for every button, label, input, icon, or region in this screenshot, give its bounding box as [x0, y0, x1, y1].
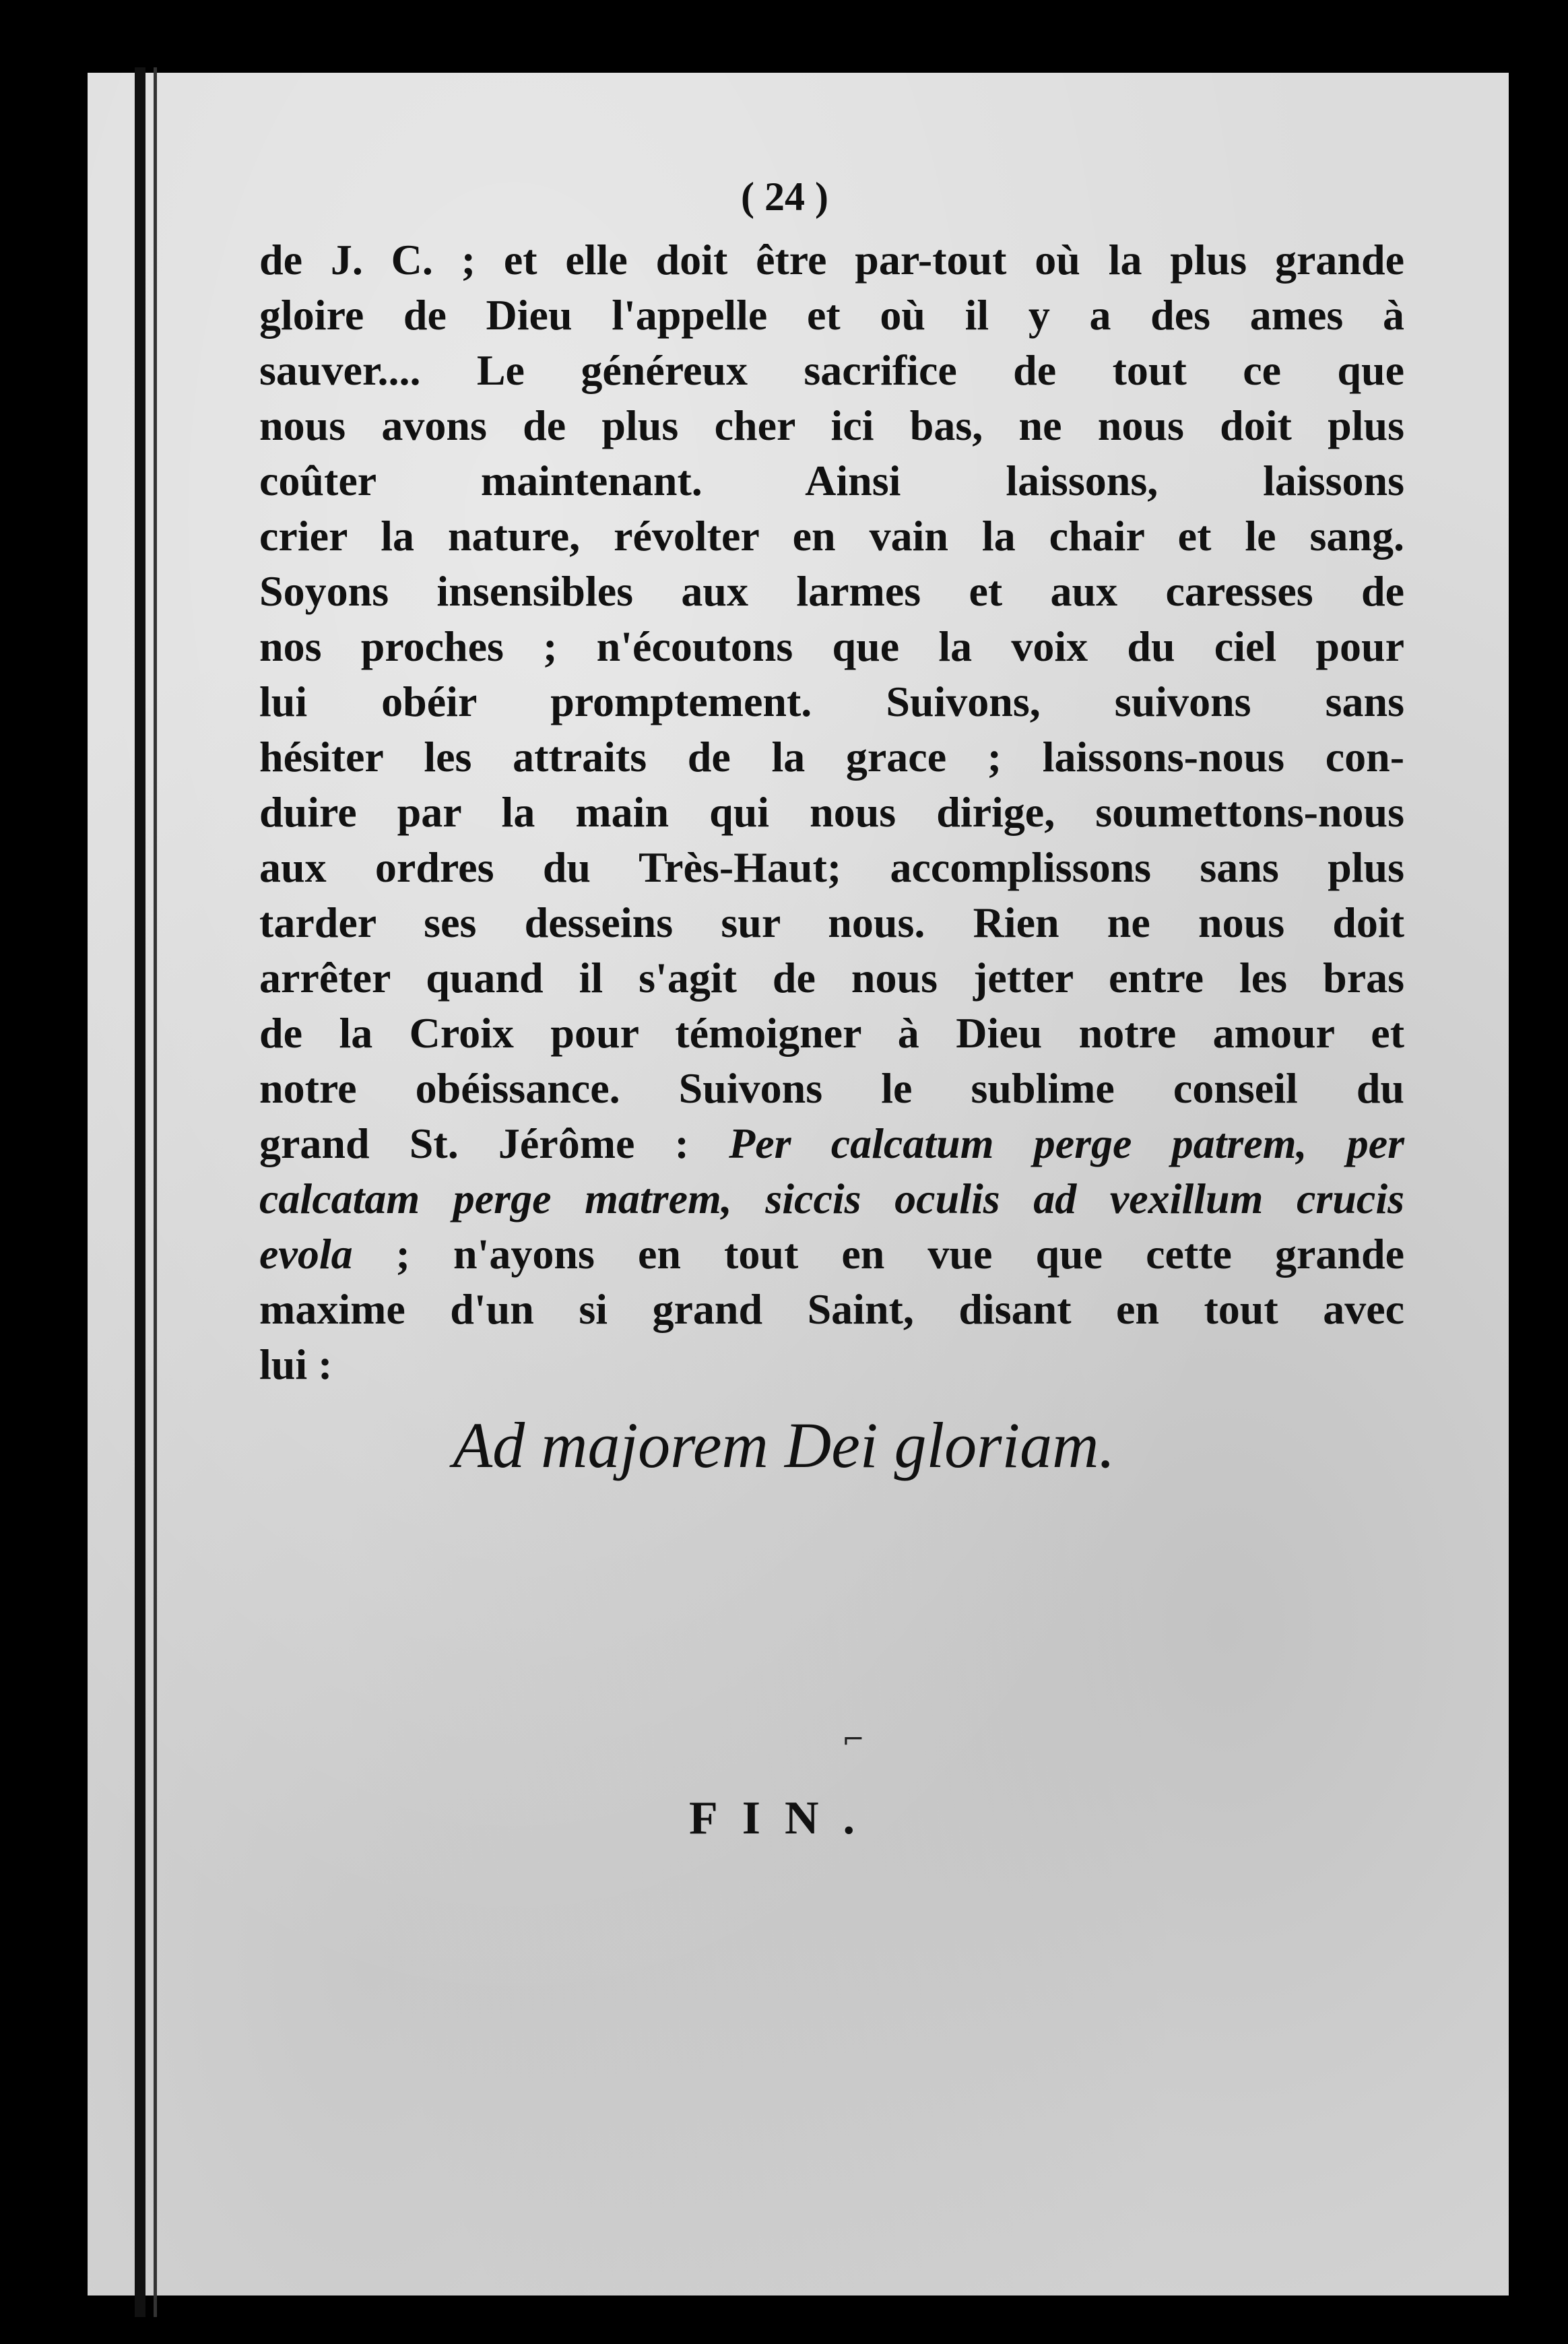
text-segment: gloire de Dieu l'appelle et où il y a des ames à — [259, 291, 1404, 339]
binding-edge-inner — [154, 67, 157, 2317]
text-line — [259, 343, 1404, 398]
text-line — [259, 1282, 1404, 1337]
text-line — [259, 674, 1404, 729]
text-segment: duire par la main qui nous dirige, soumettons-nous — [259, 788, 1404, 836]
text-line — [259, 1006, 1404, 1061]
text-segment: grand St. Jérôme : — [259, 1119, 729, 1167]
text-line — [259, 288, 1404, 343]
ornament-mark: ⌐ — [842, 1724, 865, 1755]
text-line — [259, 564, 1404, 619]
text-segment: lui : — [259, 1340, 333, 1388]
binding-edge — [135, 67, 145, 2317]
page-number: ( 24 ) — [741, 174, 828, 219]
text-segment: de la Croix pour témoigner à Dieu notre amour et — [259, 1009, 1404, 1057]
fin-label: FIN. — [688, 1792, 880, 1844]
text-segment: aux ordres du Très-Haut; accomplissons sans plus — [259, 843, 1404, 891]
text-line — [259, 729, 1404, 785]
text-line — [259, 398, 1404, 453]
text-segment: ; n'ayons en tout en vue que cette grande — [352, 1230, 1404, 1278]
text-segment: nous avons de plus cher ici bas, ne nous doit plus — [259, 401, 1404, 449]
text-line — [259, 950, 1404, 1006]
text-line — [259, 453, 1404, 509]
text-line — [259, 1227, 1404, 1282]
text-segment: arrêter quand il s'agit de nous jetter entre les bras — [259, 954, 1404, 1002]
text-segment: Soyons insensibles aux larmes et aux caresses de — [259, 567, 1404, 615]
text-segment: tarder ses desseins sur nous. Rien ne nous doit — [259, 899, 1404, 946]
text-segment: maxime d'un si grand Saint, disant en tout avec — [259, 1285, 1404, 1333]
text-line — [259, 1116, 1404, 1171]
text-segment: hésiter les attraits de la grace ; laissons-nous con- — [259, 733, 1404, 781]
text-line — [259, 1337, 1404, 1392]
text-line — [259, 895, 1404, 950]
text-line — [259, 509, 1404, 564]
text-segment: notre obéissance. Suivons le sublime conseil du — [259, 1064, 1404, 1112]
latin-quote-segment: Per calcatum perge patrem, per — [729, 1119, 1404, 1167]
latin-quote-segment: evola — [259, 1230, 353, 1278]
text-line — [259, 232, 1404, 288]
closing-motto: Ad majorem Dei gloriam. — [453, 1409, 1115, 1481]
text-segment: coûter maintenant. Ainsi laissons, laissons — [259, 457, 1404, 504]
latin-quote-segment: calcatam perge matrem, siccis oculis ad vexillum crucis — [259, 1175, 1404, 1223]
text-line — [259, 1061, 1404, 1116]
text-line — [259, 1171, 1404, 1227]
text-segment: lui obéir promptement. Suivons, suivons sans — [259, 678, 1404, 725]
body-text — [259, 232, 1404, 1392]
text-segment: nos proches ; n'écoutons que la voix du ciel pour — [259, 622, 1404, 670]
text-segment: sauver.... Le généreux sacrifice de tout ce que — [259, 346, 1404, 394]
text-segment: crier la nature, révolter en vain la chair et le sang. — [259, 512, 1404, 560]
text-line — [259, 785, 1404, 840]
text-segment: de J. C. ; et elle doit être par-tout où la plus grande — [259, 236, 1404, 284]
text-line — [259, 840, 1404, 895]
text-line — [259, 619, 1404, 674]
